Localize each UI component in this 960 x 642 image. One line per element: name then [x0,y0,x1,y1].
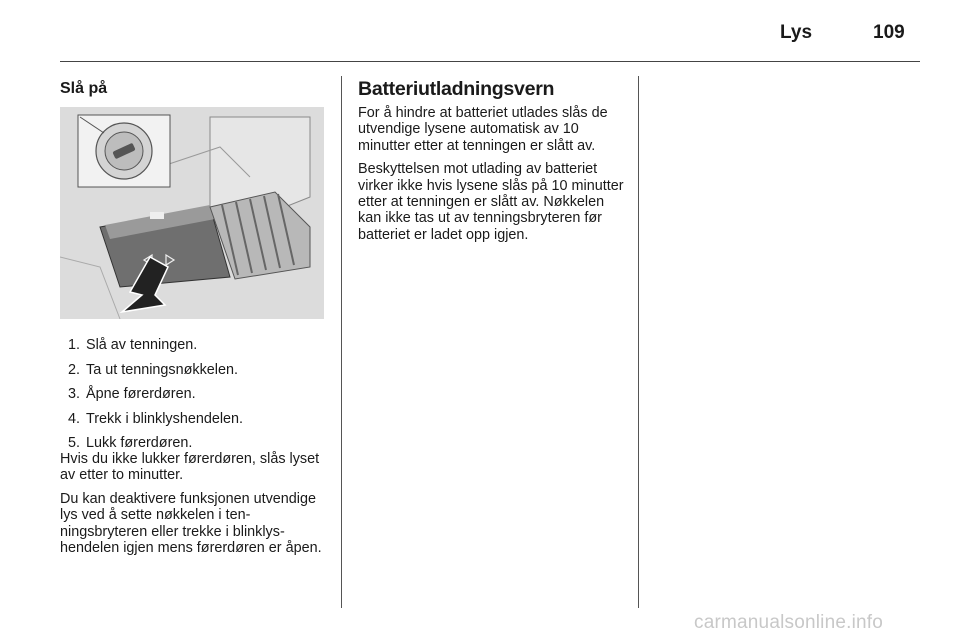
left-paragraphs [60,451,332,563]
step-number: 3. [68,386,81,403]
watermark-text: carmanualsonline.info [694,612,884,633]
step-number: 5. [68,435,81,452]
section-title-batteriutladningsvern: Batteriutladningsvern [358,78,555,100]
column-divider [341,76,342,608]
right-column [358,78,626,250]
list-item [60,435,328,452]
step-text: Slå av tenningen. [86,337,198,353]
step-text: Lukk førerdøren. [86,435,193,452]
page-number: 109 [873,22,905,43]
step-text: Ta ut tenningsnøkkelen. [86,361,238,378]
list-item [60,411,328,428]
section-title-slaa-paa: Slå på [60,80,108,97]
left-column [60,80,328,98]
header-rule [60,61,920,62]
illustration-turn-signal-lever [60,107,324,319]
list-item [60,362,328,379]
list-item [60,386,328,403]
paragraph: For å hindre at batteriet utlades slås de utvendige lysene automatisk av 10 minutter etter at tenningen er slått av. [358,105,608,154]
column-divider [638,76,639,608]
paragraph: Beskyttelsen mot utlading av batteriet virker ikke hvis lysene slås på 10 minutter etter at tenningen er slått av. Nøkkelen kan ikke tas ut av tenningsbryteren før batteriet er ladet opp igjen. [358,161,624,243]
step-text: Åpne førerdøren. [86,386,196,403]
step-number: 4. [68,410,81,427]
lever-illustration-graphic [60,107,324,319]
header-title: Lys [780,22,813,43]
steps-list [60,337,328,460]
step-number: 2. [68,361,81,378]
step-text: Trekk i blinklyshendelen. [86,410,244,427]
paragraph: Hvis du ikke lukker førerdøren, slås lyset av etter to minutter. [60,451,320,484]
paragraph: Du kan deaktivere funksjonen utvendige lys ved å sette nøkkelen i tenningsbryteren eller trekke i blinklyshendelen igjen mens førerdøren er åpen. [60,490,322,557]
list-item [60,337,328,354]
step-number: 1. [68,337,81,353]
